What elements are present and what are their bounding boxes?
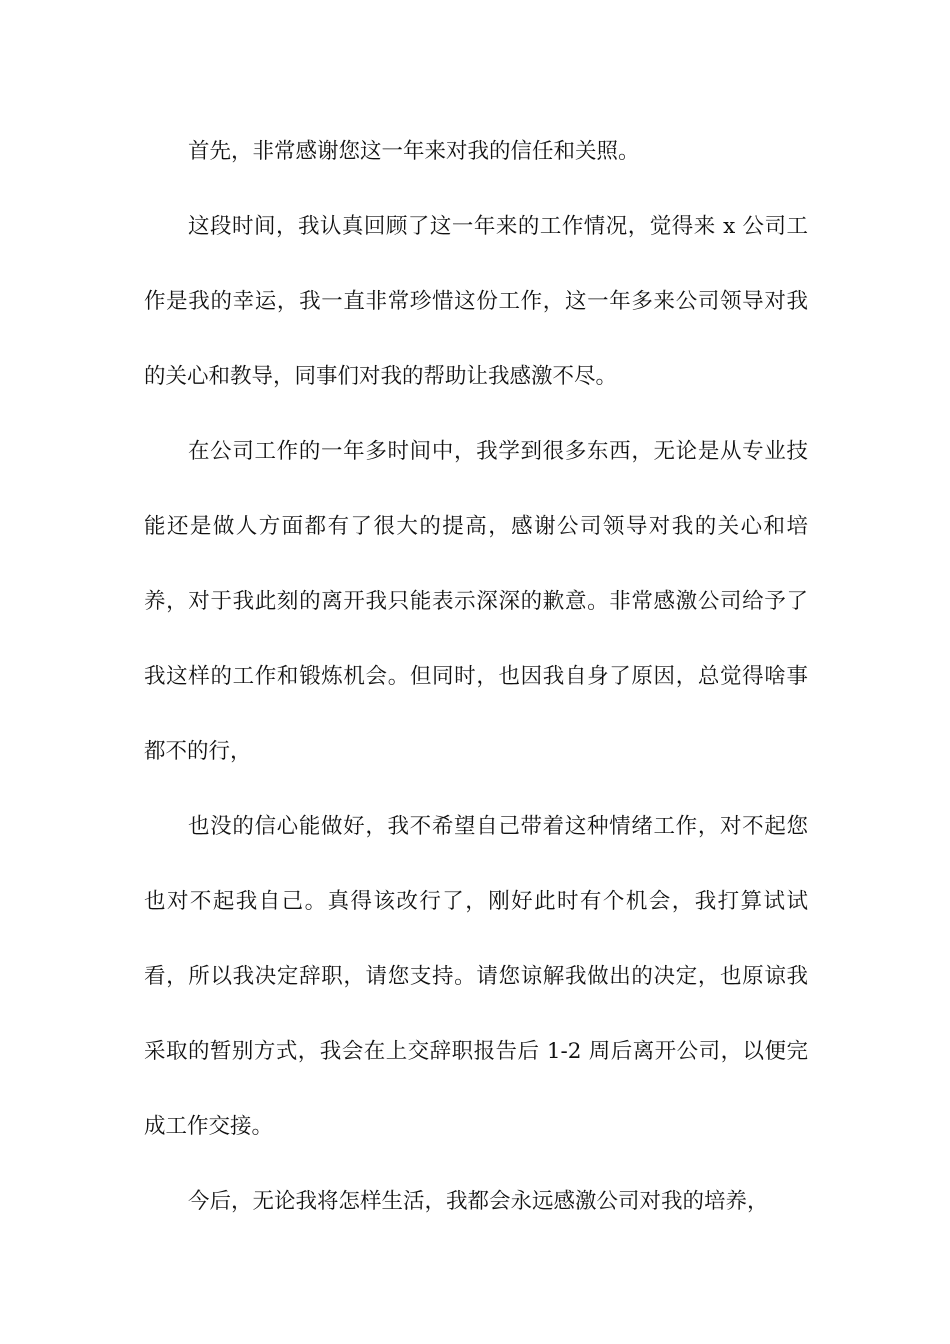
paragraph-1: 首先，非常感谢您这一年来对我的信任和关照。 [188,139,640,164]
paragraph-5: 今后，无论我将怎样生活，我都会永远感激公司对我的培养， [188,1189,769,1214]
paragraph-4: 也没的信心能做好，我不希望自己带着这种情绪工作，对不起您也对不起我自己。真得该改行了，刚好此时有个机会，我打算试试看，所以我决定辞职，请您支持。请您谅解我做出的决定，也原谅我采取的暂别方式，我会在上交辞职报告后 1-2 周后离开公司，以便完成工作交接。 [144,814,808,1139]
paragraph-3: 在公司工作的一年多时间中，我学到很多东西，无论是从专业技能还是做人方面都有了很大的提高，感谢公司领导对我的关心和培养，对于我此刻的离开我只能表示深深的歉意。非常感激公司给予了我这样的工作和锻炼机会。但同时，也因我自身了原因，总觉得啥事都不的行， [144,439,808,764]
paragraph-2: 这段时间，我认真回顾了这一年来的工作情况，觉得来 x 公司工作是我的幸运，我一直非常珍惜这份工作，这一年多来公司领导对我的关心和教导，同事们对我的帮助让我感激不尽。 [144,214,808,389]
